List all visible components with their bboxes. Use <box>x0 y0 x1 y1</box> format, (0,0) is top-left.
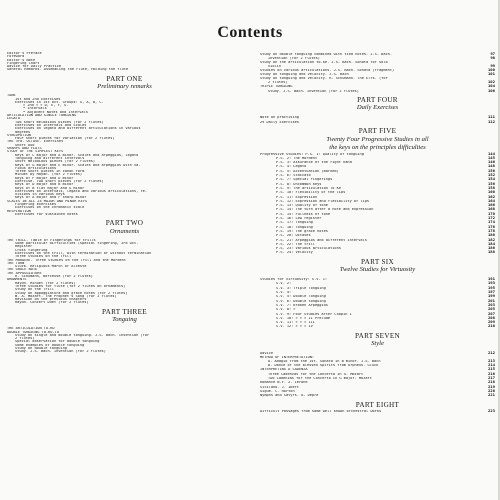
toc-entry-title: Editor's Preface <box>7 52 42 55</box>
toc-entry-page: 213 <box>487 357 495 363</box>
toc-entry[interactable] <box>260 229 495 233</box>
toc-entry[interactable] <box>260 68 495 72</box>
toc-entry-title: • Intervals <box>23 107 47 111</box>
toc-entry-title: A. Adagio from the 1st. Sonata in B minor. J.S. Bach <box>268 359 381 363</box>
toc-entry[interactable] <box>260 385 495 389</box>
toc-entry[interactable] <box>7 350 242 353</box>
toc-entry-title: Exercises for sustained notes <box>15 212 78 216</box>
toc-entry[interactable] <box>260 195 495 199</box>
part-subtitle: Preliminary remarks <box>97 83 152 91</box>
toc-entry-title: R. Schumann, Berceuse (for 2 flutes) <box>15 275 93 279</box>
toc-entry-title: THE TURN <box>7 261 25 265</box>
part-subtitle: Ornaments <box>109 227 140 235</box>
toc-entry[interactable] <box>260 303 495 307</box>
toc-entry-page: 170 <box>487 210 495 216</box>
toc-entry-title: P.S. 22: The trill <box>276 242 315 246</box>
toc-entry-title: LEGATO <box>7 117 20 121</box>
toc-entry-page: 106 <box>487 87 495 93</box>
toc-entry-title: P.S. 3: Assurance of the right hand <box>276 161 352 165</box>
toc-entry[interactable] <box>260 152 495 156</box>
toc-entry[interactable] <box>260 212 495 216</box>
toc-entry[interactable] <box>260 316 495 320</box>
toc-entry-title: Two Cadenzas for the Concerto in G major. Mozart <box>268 377 372 381</box>
toc-entry[interactable] <box>260 80 495 84</box>
toc-entry-title: General Remarks. Assembling the Flute, Holding the flute <box>7 68 129 72</box>
toc-entry-title: Exercises on the trill, with termination or without termination <box>15 251 152 255</box>
toc-entry[interactable] <box>7 301 242 304</box>
toc-entry-title: Revision on the previous chapters <box>15 298 87 302</box>
toc-entry-title: P.S. 17: Tonguing <box>276 221 313 225</box>
toc-entry-page: 102 <box>487 79 495 85</box>
toc-entry-title: P.S. 23: Various articulations <box>276 247 341 251</box>
toc-entry-page: 168 <box>487 206 495 212</box>
toc-entry-title: Study on double tonguing <box>15 346 67 350</box>
toc-entry-title: Difficult Passages from some well known orchestral works <box>260 410 382 414</box>
part-subtitle: Style <box>371 340 384 348</box>
toc-entry[interactable] <box>260 120 495 124</box>
toc-entry[interactable] <box>260 277 495 281</box>
toc-entry[interactable] <box>260 177 495 181</box>
toc-entry-title: Some particular difficulties (special fingering, 3rd Oct. <box>15 242 139 246</box>
part-subtitle: Tonguing <box>112 316 137 324</box>
toc-entry-title: 29 Daily Exercises <box>260 120 299 124</box>
toc-entry-title: Keys of B flat major and G minor <box>15 186 85 190</box>
toc-entry-page: 208 <box>487 314 495 320</box>
part-heading: PART SEVEN <box>354 331 401 340</box>
toc-entry[interactable] <box>260 52 495 56</box>
toc-entry-page: 215 <box>487 366 495 372</box>
toc-entry-title: P.S. 19: The grace notes <box>276 229 328 233</box>
toc-entry[interactable] <box>260 169 495 173</box>
toc-entry-page: 98 <box>490 55 495 61</box>
toc-entry-title: Exercises in 1st oct. Groups: G, A, B, C. <box>15 100 104 104</box>
toc-entry-title: SYNCOPATION <box>7 133 31 137</box>
toc-entry-title: S.V. 8: » <box>276 308 296 312</box>
toc-entry-title: » 2nd » » D, E, F, G. <box>23 104 69 108</box>
toc-entry-page: 154 <box>487 176 495 182</box>
toc-entry-title: ARTICULATION AND SINGLE TONGUING <box>7 114 77 118</box>
toc-entry-page: 158 <box>487 184 495 190</box>
toc-entry[interactable] <box>260 203 495 207</box>
toc-entry-title: THE ARTICULATION TO-KO <box>7 327 55 331</box>
toc-entry-title: P.S. 24: Velocity <box>276 251 313 255</box>
toc-entry-title: P.S. 4: Legato <box>276 165 307 169</box>
toc-entry[interactable] <box>260 220 495 224</box>
toc-entry-page: 172 <box>487 215 495 221</box>
toc-entry-page: 218 <box>487 379 495 385</box>
toc-entry-title: Note on practising <box>260 116 299 120</box>
toc-entry-title: Study on appoggiatura and grace notes (for 2 flutes) <box>15 291 128 295</box>
toc-entry-page: 164 <box>487 197 495 203</box>
toc-entry-title: ORNAMENTS <box>7 278 27 282</box>
toc-entry[interactable] <box>260 64 495 68</box>
toc-entry-page: 145 <box>487 154 495 160</box>
toc-entry-title: Gluck. Religious March of Alceste <box>15 265 87 269</box>
toc-entry[interactable] <box>260 77 495 80</box>
toc-entry-title: Three Studies on the Trill <box>15 255 72 259</box>
toc-entry-title: Keys of C major and A minor. Scales and arpeggios, legato <box>15 153 139 157</box>
toc-entry[interactable] <box>260 363 495 367</box>
toc-entry-title: Some examples of double tonguing <box>15 343 85 347</box>
toc-entry-title: Tonguing and different intervals <box>15 156 85 160</box>
toc-entry[interactable] <box>260 380 495 384</box>
toc-entry-page: 219 <box>487 383 495 389</box>
toc-entry-title: Register <box>15 245 33 249</box>
toc-entry[interactable] <box>260 115 495 119</box>
toc-entry[interactable] <box>260 173 495 177</box>
toc-entry-title: 1st and 2nd Exercises <box>15 97 61 101</box>
toc-entry-title: RESPIRATION <box>7 209 31 213</box>
toc-entry-title: Haydn. Minuet (for 2 flutes) <box>15 281 76 285</box>
toc-entry-title: METHOD OF INTERPRETATION: <box>260 355 315 359</box>
toc-entry[interactable] <box>260 84 495 88</box>
toc-left-column <box>7 52 242 494</box>
toc-entry-title: Three Cadenzas for the Concerto in G. Mozart <box>268 372 364 376</box>
toc-entry-page: 99 <box>490 62 495 68</box>
toc-entry[interactable] <box>260 182 495 186</box>
toc-entry[interactable] <box>260 367 495 371</box>
toc-entry-title: P.S. 13: Quality of tone <box>276 204 328 208</box>
toc-entry-title: P.S. 8: Uncommon keys <box>276 182 322 186</box>
toc-entry[interactable] <box>7 68 242 71</box>
toc-entry[interactable] <box>260 372 495 376</box>
toc-entry-title: Foreword <box>7 55 25 59</box>
toc-entry-page: 220 <box>487 387 495 393</box>
toc-entry-title: P.S. 6: Staccato <box>276 174 311 178</box>
toc-entry-title: S.V. 10: » » » II Prelude <box>276 316 331 320</box>
toc-entry-title: P.S. 2: The Mordent <box>276 156 318 160</box>
toc-entry-page: 221 <box>487 392 495 398</box>
toc-entry-title: Three short pieces in canon form <box>15 170 85 174</box>
toc-entry-title: Exercises on legato and different articulations in various <box>15 127 141 131</box>
toc-entry[interactable] <box>260 225 495 229</box>
toc-entry-title: degrees <box>15 130 31 134</box>
toc-entry-title: Study on the articulation to-ke. J.S. Bach. Sonata for solo <box>260 60 388 64</box>
toc-entry-page: 209 <box>487 319 495 325</box>
toc-entry-page: 205 <box>487 306 495 312</box>
toc-entry-page: 148 <box>487 163 495 169</box>
toc-entry-title: S.V. 4: <box>276 291 292 295</box>
toc-entry-title: Two short melodious pieces (for 2 flutes) <box>15 120 104 124</box>
toc-entry-title: Gigue. C. Horton <box>260 389 295 393</box>
toc-entry[interactable] <box>260 160 495 164</box>
toc-entry-title: Exercises on the chromatic scale <box>15 206 85 210</box>
toc-entry-title: S.V. 3: Triple Tonguing <box>276 286 326 290</box>
toc-entry-page: 144 <box>487 150 495 156</box>
toc-entry[interactable] <box>260 281 495 285</box>
toc-entry[interactable] <box>260 233 495 237</box>
toc-entry-page: 182 <box>487 236 495 242</box>
part-subtitle: the keys on the principles difficulties <box>329 143 426 151</box>
toc-entry-title: P.S. 21: Arpeggios and different intervals <box>276 238 367 242</box>
toc-entry-page: 160 <box>487 189 495 195</box>
toc-entry-title: Studies on various articulations. J.S. Bach. Sonata (Fragment) <box>260 69 395 73</box>
toc-entry-title: P.S. 12: Expression and flexibility of lips <box>276 199 370 203</box>
toc-entry-page: 216 <box>487 370 495 376</box>
toc-entry-title: Sicilano. J. Ibert <box>260 385 299 389</box>
toc-entry-title: S.V. 12: » » » IV <box>276 325 313 329</box>
toc-entry-title: Fingering Chart <box>7 61 40 65</box>
toc-entry-title: P.S. 10: Flexibility of the lips <box>276 191 346 195</box>
toc-entry-page: 212 <box>487 350 495 356</box>
part-heading: PART EIGHT <box>355 400 400 409</box>
toc-entry-page: 146 <box>487 159 495 165</box>
toc-entry-title: Keys of A major and F sharp minor <box>15 196 87 200</box>
toc-entry-title: THE TRILL. Table of Fingerings for trills <box>7 238 96 242</box>
toc-entry-title: STUDY OF THE SIMPLEST KEYS <box>7 150 64 154</box>
toc-entry-title: P.S. 16: Low register <box>276 217 322 221</box>
toc-entry-title: P.S. 5: Accentuation (marked) <box>276 169 339 173</box>
toc-entry-page: 97 <box>490 52 495 56</box>
toc-entry-page: 162 <box>487 193 495 199</box>
toc-entry-page: 199 <box>487 293 495 299</box>
toc-right-column <box>260 52 495 494</box>
toc-entry-title: S.V. 7: Broken Arpeggios <box>276 303 328 307</box>
toc-entry-title: Exercise. Two short pieces (for 2 flutes) <box>15 180 104 183</box>
part-subtitle: Daily Exercises <box>356 104 399 112</box>
toc-entry-title: THE GRACE NOTE <box>7 268 38 272</box>
toc-entry-title: P.S. 18: Tonguing <box>276 225 313 229</box>
toc-entry-title: S.V. 5: Double Tonguing <box>276 295 326 299</box>
toc-entry-title: Haydn. Concert Duet (for 2 flutes) <box>15 301 89 305</box>
toc-entry-page: 186 <box>487 245 495 251</box>
toc-entry[interactable] <box>260 216 495 220</box>
toc-entry-page: 174 <box>487 219 495 225</box>
toc-entry-page: 100 <box>487 67 495 73</box>
toc-entry[interactable] <box>260 290 495 294</box>
toc-entry-title: P.S. 9: The articulation To Ke <box>276 186 341 190</box>
toc-entry-title: DOUBLE TONGUING TO-KO-TO <box>7 330 59 334</box>
toc-entry-title: Study. J.S. Bach. Invention (for 2 flutes) <box>268 89 359 93</box>
toc-entry-title: S.V. 11: » » » III <box>276 321 315 325</box>
toc-entry-title: Three Studies for flute (for 2 flutes on ornaments) <box>15 284 126 288</box>
toc-entry-title: Advice <box>260 352 273 356</box>
toc-entry-title: Progressive Studies: P.S. 1: Quality of tonguing <box>260 152 364 156</box>
toc-entry-title: P.S. 14: The turn after a note and expression <box>276 208 374 212</box>
toc-entry-title: INTERPRETING A CADENZA <box>260 368 308 372</box>
toc-entry-title: Study. J.S. Bach. Invention (for 2 flutes) <box>15 350 106 354</box>
toc-entry[interactable] <box>260 190 495 194</box>
toc-entry[interactable] <box>260 156 495 160</box>
toc-entry-page: 152 <box>487 172 495 178</box>
toc-entry-title: S.V. 9: Four Studies after Chopin I <box>276 312 352 316</box>
toc-entry[interactable] <box>260 242 495 246</box>
toc-entry-title: • Adjacent Notes and Intervals <box>23 110 88 114</box>
toc-entry-title: Fingering exercises <box>15 203 57 207</box>
toc-entry-page: 104 <box>487 83 495 89</box>
toc-entry[interactable] <box>260 61 495 64</box>
toc-entry-title: Studies for virtuosity: S.V. 1: <box>260 278 328 282</box>
toc-entry[interactable] <box>260 207 495 211</box>
toc-entry-page: 210 <box>487 323 495 329</box>
toc-entry-title: TRIPLE TONGUING <box>260 85 293 89</box>
toc-entry-title: Nymphs and Satyrs. A. Depre <box>260 394 319 398</box>
toc-entry-page: 188 <box>487 249 495 255</box>
toc-entry-title: Keys of F major and D minor <box>15 176 74 180</box>
toc-entry-page: 193 <box>487 280 495 286</box>
toc-entry-title: visions in various keys <box>15 193 65 197</box>
toc-entry-title: Invention (for 2 flutes) <box>268 57 320 61</box>
toc-entry-title: Romance N.Y. 2. Lerone <box>260 381 308 385</box>
toc-entry[interactable] <box>260 164 495 168</box>
toc-entry-title: Minuet by Haydn. (for 2 flutes) <box>15 173 83 177</box>
toc-entry-title: Study on double tonguing combined with tied notes. J.S. Bach. <box>260 53 392 56</box>
toc-entry-title: 2 flutes) <box>15 337 35 341</box>
toc-entry-title: Advice for Daily Practice <box>7 65 62 69</box>
toc-entry-title: P.S. 7: Special fingerings <box>276 178 333 182</box>
toc-entry-title: TONE <box>7 94 16 98</box>
toc-entry-title: Exercises on Intervals and Scales <box>15 123 87 127</box>
toc-entry-title: P.S. 15: Fullness of tone <box>276 212 331 216</box>
toc-entry-title: violin <box>268 64 281 68</box>
toc-entry-page: 203 <box>487 301 495 307</box>
toc-entry[interactable] <box>260 376 495 380</box>
toc-entry-title: Four short pieces for variation (for 2 flutes) <box>15 137 115 141</box>
toc-entry-title: P.S. 11: Expression <box>276 195 318 199</box>
toc-entry-page: 195 <box>487 284 495 290</box>
toc-entry-page: 207 <box>487 310 495 316</box>
toc-entry-page: 101 <box>487 71 495 77</box>
toc-entry-title: rious articulations <box>15 166 57 170</box>
toc-entry[interactable] <box>260 89 495 93</box>
toc-entry[interactable] <box>260 307 495 311</box>
toc-entry[interactable] <box>260 294 495 298</box>
toc-entry-title: S.V. 6: Double tonguing <box>276 299 326 303</box>
toc-entry[interactable] <box>7 213 242 216</box>
toc-entry[interactable] <box>260 246 495 250</box>
toc-entry-page: 223 <box>487 408 495 414</box>
part-subtitle: Twelve Studies for Virtuosity <box>339 266 416 274</box>
toc-entry-title: 2 flutes) <box>268 81 288 85</box>
toc-entry-page: 150 <box>487 167 495 173</box>
part-heading: PART FIVE <box>358 127 397 136</box>
toc-entry-title: P.S. 20: Octaves <box>276 234 311 238</box>
toc-entry-title: Study on single and double tonguing. J.S. Bach. Invention (for <box>15 333 150 337</box>
toc-entry[interactable] <box>260 320 495 324</box>
toc-entry-title: S.V. 2: <box>276 282 292 286</box>
toc-entry-page: 166 <box>487 202 495 208</box>
toc-entry-title: SCALES IN ALL 24 MAJOR AND MINOR KEYS <box>7 199 88 203</box>
toc-entry-title: Short melodious pieces (for 2 flutes) <box>15 160 96 164</box>
toc-entry-page: 180 <box>487 232 495 238</box>
part-heading: PART THREE <box>102 307 147 316</box>
toc-entry-title: Keys of D major and B minor <box>15 183 74 187</box>
toc-entry-title: Study on tonguing and velocity. R. Schumann. The Elfs. (for <box>260 76 388 80</box>
toc-entry-title: Study on tonguing and velocity. J.S. Bach <box>260 73 349 77</box>
toc-entry[interactable] <box>260 238 495 242</box>
toc-entry-title: THE APPOGGIATURE <box>7 271 42 275</box>
toc-entry[interactable] <box>260 286 495 290</box>
toc-entry-page: 191 <box>487 276 495 282</box>
toc-entry-page: 111 <box>487 114 495 120</box>
toc-entry-title: W. A. Mozart. The Prophet's Song (for 2 flutes) <box>15 294 117 298</box>
part-heading: PART TWO <box>105 219 144 228</box>
part-heading: PART FOUR <box>357 95 398 104</box>
toc-entry[interactable] <box>260 359 495 363</box>
toc-entry[interactable] <box>260 393 495 397</box>
toc-entry-title: Keys of G major and E minor. Scales and arpeggios with va- <box>15 163 141 167</box>
toc-entry-title: Special observation for double tonguing <box>15 340 100 344</box>
toc-entry[interactable] <box>260 250 495 254</box>
toc-entry-title: Cross fingering <box>15 248 48 252</box>
part-subtitle: Twenty Four Progressive Studies in all <box>326 135 429 143</box>
toc-entry-page: 112 <box>487 118 495 124</box>
toc-entry-title: Short Duo <box>15 143 35 147</box>
toc-entry[interactable] <box>260 199 495 203</box>
toc-entry-page: 156 <box>487 180 495 186</box>
toc-entry[interactable] <box>260 312 495 316</box>
toc-entry[interactable] <box>260 356 495 359</box>
toc-entry-title: B. Dance of the blessed spirits from Orpheus. Gluck <box>268 364 379 368</box>
toc-entry-page: 197 <box>487 289 495 295</box>
toc-entry-page: 178 <box>487 227 495 233</box>
page-title: Contents <box>217 24 283 41</box>
toc-entry-title: SHARPS AND FLATS <box>7 147 42 151</box>
toc-entry[interactable] <box>260 324 495 328</box>
toc-entry[interactable] <box>260 186 495 190</box>
toc-entry-title: Study on the Trill <box>15 288 54 292</box>
part-heading: PART ONE <box>106 74 143 83</box>
toc-entry-page: 184 <box>487 240 495 246</box>
toc-entry-page: 176 <box>487 223 495 229</box>
toc-entry-title: THE 3rd. OCTAVE. Exercises <box>7 140 64 144</box>
toc-entry[interactable] <box>260 409 495 413</box>
toc-entry-page: 201 <box>487 297 495 303</box>
toc-entry-page: 214 <box>487 362 495 368</box>
toc-entry[interactable] <box>260 299 495 303</box>
toc-entry-title: Editor's Note <box>7 58 36 62</box>
toc-entry-title: THE MORDENT. Three Studies on the Trill and the Mordent <box>7 258 126 262</box>
toc-entry-page: 217 <box>487 375 495 381</box>
toc-entry-title: Exercises on Intervals, legato and various articulations, re- <box>15 189 147 193</box>
part-heading: PART SIX <box>361 257 394 266</box>
toc-entry[interactable] <box>260 389 495 393</box>
